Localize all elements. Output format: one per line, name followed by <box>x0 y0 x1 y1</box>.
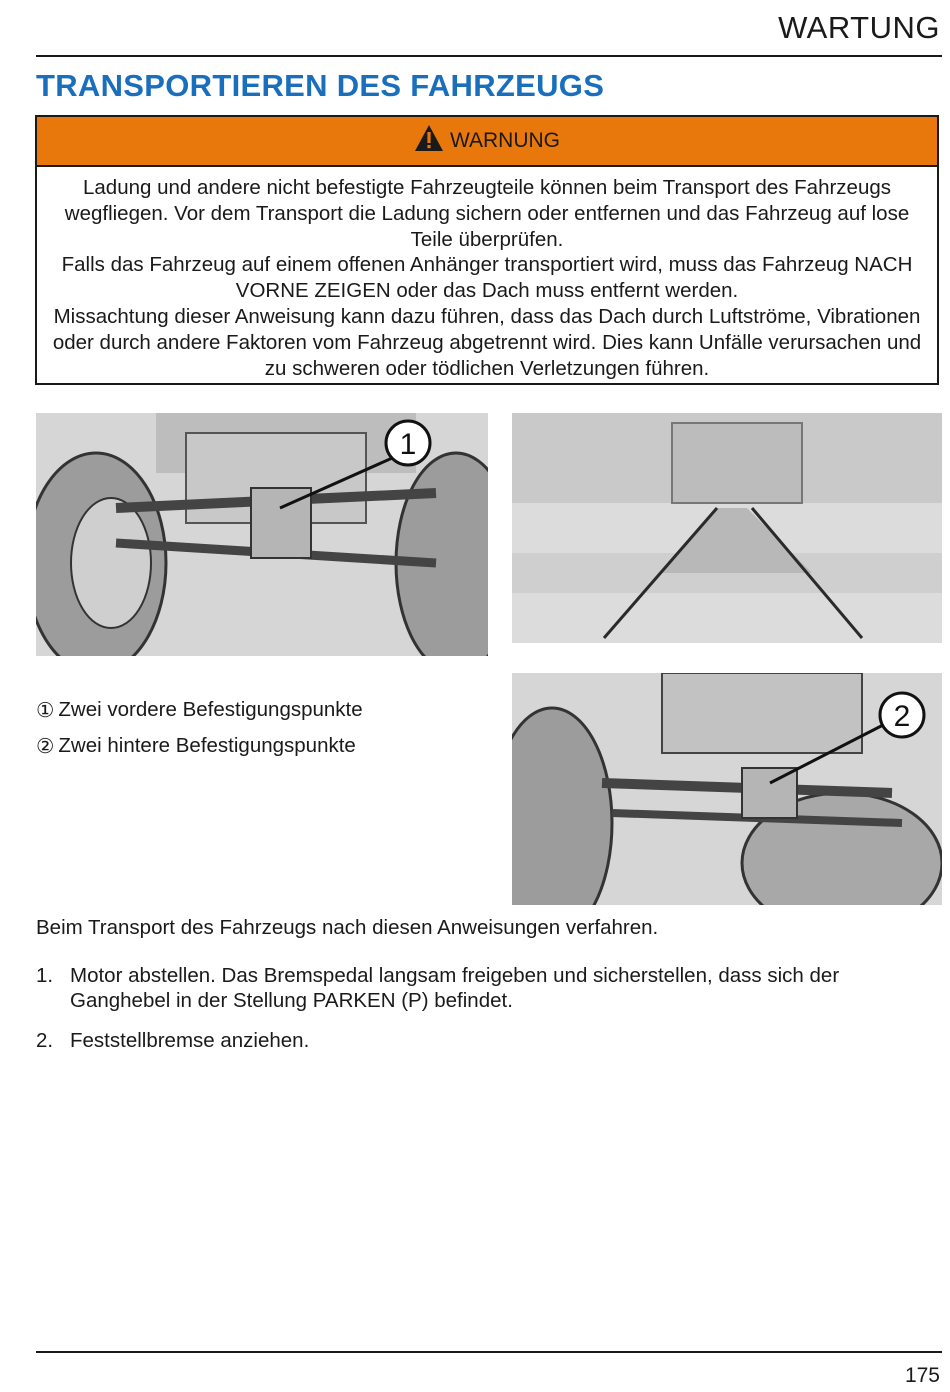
warning-header <box>37 117 937 167</box>
page-title: TRANSPORTIEREN DES FAHRZEUGS <box>36 68 605 103</box>
step-number: 1. <box>36 964 54 987</box>
front-tie-down-figure <box>36 413 488 656</box>
caption-marker: ① <box>36 698 55 722</box>
warning-box <box>35 115 939 385</box>
step-text: Motor abstellen. Das Bremspedal langsam freigeben und sicherstellen, dass sich der Ganghebel in der Stellung PARKEN (P) befindet. <box>70 964 840 1012</box>
warning-body <box>37 167 937 381</box>
caption-text: Zwei hintere Befestigungspunkte <box>58 734 356 757</box>
caption-marker: ② <box>36 734 55 758</box>
step-number: 2. <box>36 1029 54 1052</box>
step-text: Feststellbremse anziehen. <box>70 1029 310 1052</box>
top-rule <box>36 55 942 57</box>
tie-down-detail-figure <box>512 413 942 643</box>
callout-1-label: 1 <box>399 428 417 461</box>
intro-text: Beim Transport des Fahrzeugs nach diesen Anweisungen verfahren. <box>36 916 659 939</box>
rear-tie-down-figure <box>512 673 942 905</box>
section-header: WARTUNG <box>778 10 940 45</box>
list-item <box>36 1028 926 1053</box>
figure-captions <box>36 692 363 764</box>
warning-paragraph: Falls das Fahrzeug auf einem offenen Anhänger transportiert wird, muss das Fahrzeug NACH VORNE ZEIGEN oder das Dach muss entfernt werden. <box>61 253 913 303</box>
caption-item <box>36 728 363 764</box>
warning-paragraph: Missachtung dieser Anweisung kann dazu führen, dass das Dach durch Luftströme, Vibrationen oder durch andere Faktoren vom Fahrzeug abgetrennt wird. Dies kann Unfälle verursachen und zu schweren oder tödlichen Verletzungen führen. <box>52 304 922 380</box>
bottom-rule <box>36 1351 942 1353</box>
caption-text: Zwei vordere Befestigungspunkte <box>58 698 363 721</box>
callout-2-label: 2 <box>893 700 911 733</box>
warning-triangle-icon <box>414 124 444 158</box>
page-number: 175 <box>904 1364 940 1387</box>
steps-list <box>36 963 926 1068</box>
warning-paragraph: Ladung und andere nicht befestigte Fahrzeugteile können beim Transport des Fahrzeugs wegfliegen. Vor dem Transport die Ladung sichern oder entfernen und das Fahrzeug auf lose Teile überprüfen. <box>64 176 910 251</box>
warning-label: WARNUNG <box>449 129 561 152</box>
list-item <box>36 963 926 1013</box>
caption-item <box>36 692 363 728</box>
